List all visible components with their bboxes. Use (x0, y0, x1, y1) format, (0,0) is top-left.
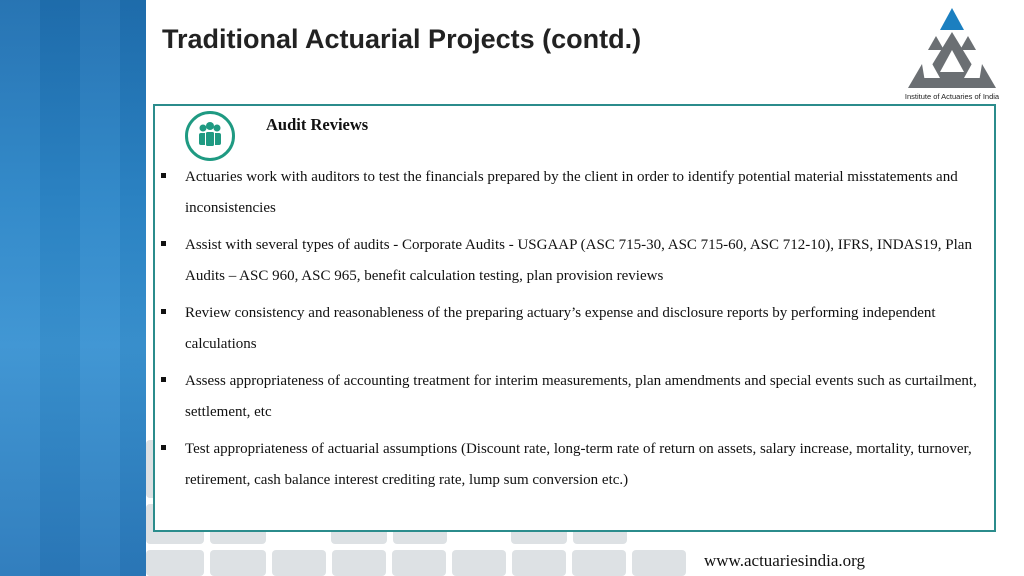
bullet-square-icon (161, 377, 166, 382)
bullet-list (160, 162, 990, 502)
group-people-icon (188, 114, 232, 158)
bullet-text: Review consistency and reasonableness of the preparing actuary’s expense and disclosure reports by performing independent calculations (185, 305, 936, 352)
bullet-square-icon (161, 173, 166, 178)
bullet-text: Actuaries work with auditors to test the financials prepared by the client in order to identify potential material misstatements and inconsistencies (185, 169, 958, 216)
bullet-item (160, 230, 990, 291)
bullet-text: Assess appropriateness of accounting treatment for interim measurements, plan amendments and special events such as curtailment, settlement, etc (185, 373, 977, 420)
section-heading: Audit Reviews (266, 115, 369, 134)
bullet-square-icon (161, 241, 166, 246)
institute-logo-icon (900, 6, 1004, 96)
bullet-item (160, 162, 990, 223)
left-decorative-bar (0, 0, 146, 576)
background-tile (512, 550, 566, 576)
bullet-item (160, 434, 990, 495)
background-tile (392, 550, 446, 576)
bullet-square-icon (161, 309, 166, 314)
slide-title: Traditional Actuarial Projects (contd.) (162, 24, 642, 54)
background-tile (210, 550, 266, 576)
bullet-item (160, 366, 990, 427)
bullet-text: Assist with several types of audits - Corporate Audits - USGAAP (ASC 715-30, ASC 715-60, ASC 712-10), IFRS, INDAS19, Plan Audits – ASC 960, ASC 965, benefit calculation testing, plan provision reviews (185, 237, 972, 284)
audit-group-icon (185, 111, 235, 161)
footer-website-link[interactable]: www.actuariesindia.org (704, 551, 865, 570)
bullet-item (160, 298, 990, 359)
logo-caption: Institute of Actuaries of India (904, 92, 1000, 101)
bullet-square-icon (161, 445, 166, 450)
background-tile (272, 550, 326, 576)
background-tile (572, 550, 626, 576)
background-tile (146, 550, 204, 576)
background-tile (632, 550, 686, 576)
background-tile (452, 550, 506, 576)
institute-logo (900, 6, 1004, 104)
background-tile (332, 550, 386, 576)
bullet-text: Test appropriateness of actuarial assumptions (Discount rate, long-term rate of return on assets, salary increase, mortality, turnover, retirement, cash balance interest crediting rate, lump sum conversion etc.) (185, 441, 972, 488)
